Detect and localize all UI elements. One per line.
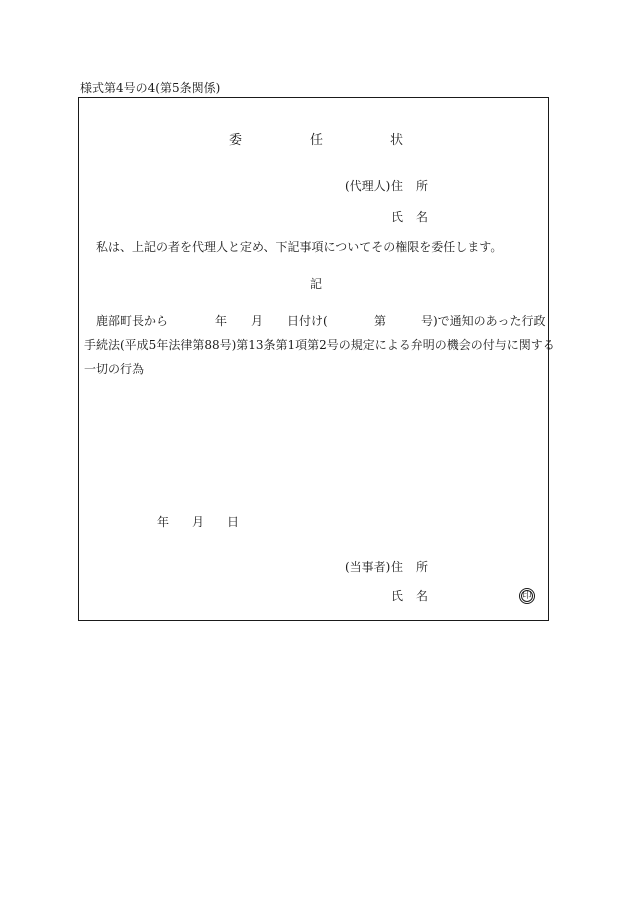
body-line-3: 一切の行為 xyxy=(84,362,145,376)
agent-name-label-1: 氏 xyxy=(391,210,404,224)
body-line-1-hi: 日付け( xyxy=(287,314,328,328)
agent-name-label-2: 名 xyxy=(416,210,429,224)
title-char-3: 状 xyxy=(390,133,404,148)
date-hi: 日 xyxy=(227,515,240,529)
party-name-label-2: 名 xyxy=(416,589,429,603)
form-frame xyxy=(78,97,549,621)
date-nen: 年 xyxy=(157,515,170,529)
party-name-label-1: 氏 xyxy=(391,589,404,603)
date-tsuki: 月 xyxy=(192,515,205,529)
party-address-label-2: 所 xyxy=(416,560,429,574)
agent-prefix: (代理人) xyxy=(345,179,391,193)
delegation-statement: 私は、上記の者を代理人と定め、下記事項についてその権限を委任します。 xyxy=(96,240,503,254)
party-prefix: (当事者) xyxy=(345,560,391,574)
ki-heading: 記 xyxy=(310,277,323,291)
body-line-1-dai: 第 xyxy=(374,314,387,328)
form-number: 様式第4号の4(第5条関係) xyxy=(80,81,221,95)
title-char-1: 委 xyxy=(229,133,243,148)
body-line-1-tsuki: 月 xyxy=(251,314,264,328)
body-line-1-start: 鹿部町長から xyxy=(96,314,169,328)
body-line-1-end: 号)で通知のあった行政 xyxy=(421,314,546,328)
body-line-1-nen: 年 xyxy=(215,314,228,328)
party-address-label-1: 住 xyxy=(391,560,404,574)
agent-address-label-1: 住 xyxy=(391,179,404,193)
body-line-2: 手続法(平成5年法律第88号)第13条第1項第2号の規定による弁明の機会の付与に関する xyxy=(84,338,555,352)
title-char-2: 任 xyxy=(310,133,324,148)
agent-address-label-2: 所 xyxy=(416,179,429,193)
seal-mark: 印 xyxy=(519,588,535,604)
